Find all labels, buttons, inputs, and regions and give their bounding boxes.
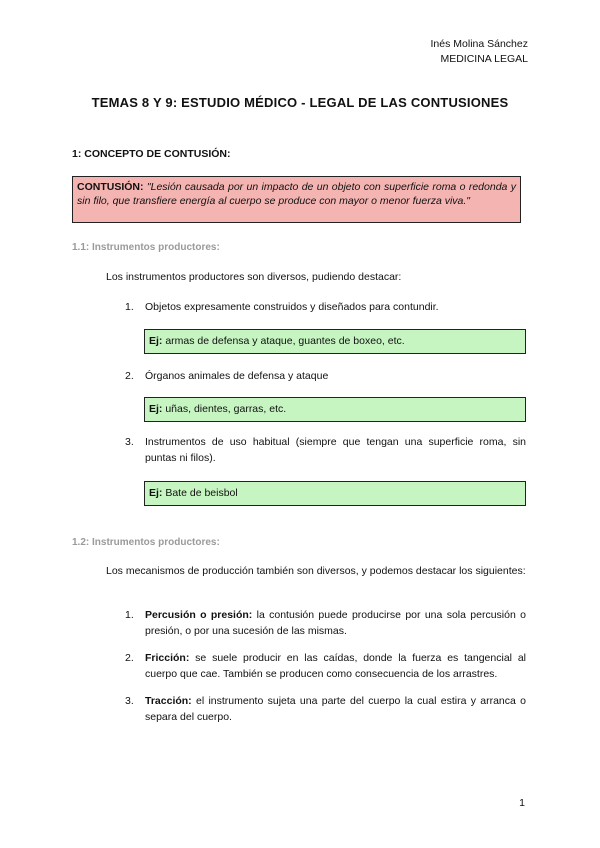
list-item <box>125 369 526 385</box>
list-text: la contusión puede producirse por una sola percusión o presión, o por una sucesión de las mismas. <box>145 609 526 637</box>
list-bold-term: Fricción: <box>145 652 190 664</box>
list-item <box>125 300 526 316</box>
list-text: se suele producir en las caídas, donde la fuerza es tangencial al cuerpo que cae. También se producen como consecuencia de los arrastres. <box>145 652 526 680</box>
example-box <box>144 397 526 422</box>
example-label: Ej: <box>149 335 163 347</box>
example-text: armas de defensa y ataque, guantes de boxeo, etc. <box>165 335 405 347</box>
example-box <box>144 481 526 506</box>
list-number: 3. <box>125 695 134 707</box>
section-1-heading: 1: CONCEPTO DE CONTUSIÓN: <box>72 148 231 160</box>
list-bold-term: Percusión o presión: <box>145 609 253 621</box>
example-box <box>144 329 526 354</box>
list-number: 1. <box>125 609 134 621</box>
list-text: el instrumento sujeta una parte del cuerpo la cual estira y arranca o separa del cuerpo. <box>145 695 526 723</box>
list-item <box>125 651 526 682</box>
section-1-1-intro: Los instrumentos productores son diversos, pudiendo destacar: <box>106 271 402 283</box>
list-number: 2. <box>125 652 134 664</box>
author-name: Inés Molina Sánchez <box>430 38 528 50</box>
list-number: 1. <box>125 301 134 313</box>
example-label: Ej: <box>149 403 163 415</box>
section-1-2-intro: Los mecanismos de producción también son diversos, y podemos destacar los siguientes: <box>106 565 526 577</box>
list-item <box>125 608 526 639</box>
page-header <box>431 37 528 67</box>
example-label: Ej: <box>149 487 163 499</box>
definition-text: "Lesión causada por un impacto de un objeto con superficie roma o redonda y sin filo, que transfiere energía al cuerpo se produce con mayor o menor fuerza viva." <box>77 181 516 207</box>
list-item <box>125 435 526 466</box>
section-1-2-heading: 1.2: Instrumentos productores: <box>72 537 220 548</box>
section-1-1-heading: 1.1: Instrumentos productores: <box>72 242 220 253</box>
definition-box <box>72 176 521 223</box>
list-item <box>125 694 526 725</box>
list-text: Objetos expresamente construidos y diseñados para contundir. <box>145 301 439 313</box>
example-text: Bate de beisbol <box>165 487 238 499</box>
list-bold-term: Tracción: <box>145 695 192 707</box>
list-number: 2. <box>125 370 134 382</box>
page-number: 1 <box>519 797 525 809</box>
list-text: Órganos animales de defensa y ataque <box>145 370 329 382</box>
list-text: Instrumentos de uso habitual (siempre que tengan una superficie roma, sin puntas ni filos). <box>145 436 526 464</box>
list-number: 3. <box>125 436 134 448</box>
definition-term: CONTUSIÓN: <box>77 181 144 193</box>
subject-name: MEDICINA LEGAL <box>440 53 528 65</box>
example-text: uñas, dientes, garras, etc. <box>165 403 287 415</box>
document-title: TEMAS 8 Y 9: ESTUDIO MÉDICO - LEGAL DE LAS CONTUSIONES <box>91 95 509 110</box>
